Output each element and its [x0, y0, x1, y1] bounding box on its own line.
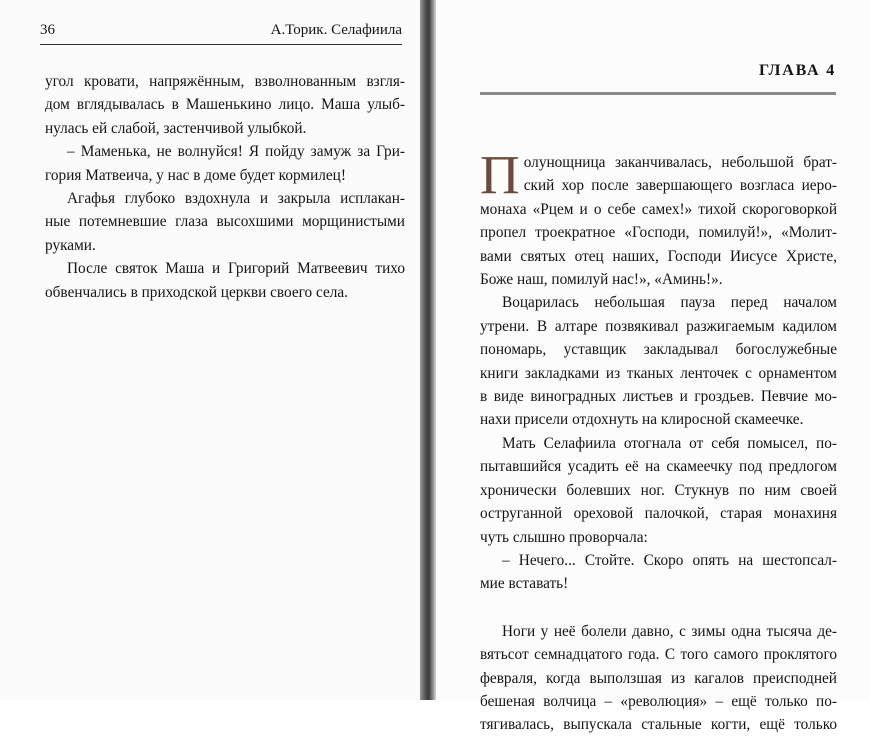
running-title: А.Торик. Селафиила: [270, 22, 402, 38]
text-line: – Маменька, не волнуйся! Я пойду замуж за Гри-: [67, 143, 405, 161]
section-gap: [480, 596, 837, 620]
right-page: [436, 0, 870, 734]
paragraph: [45, 70, 405, 140]
text-line: пономарь, уставщик закладывал богослужебные: [480, 341, 837, 359]
text-line: чуть слышно проворчала:: [480, 528, 648, 546]
text-line: монаха «Рцем и о себе самех!» тихой скороговоркой: [480, 200, 837, 218]
text-line: мие вставать!: [480, 575, 569, 593]
text-line: вами святых отец наших, Господи Иисусе Христе,: [480, 247, 837, 265]
text-line: в виде виноградных листьев и гроздьев. Певчие мо-: [480, 388, 837, 406]
paragraph: [480, 432, 837, 549]
text-line: пытавшийся усадить её на скамеечку под предлогом: [480, 458, 837, 476]
right-body-text: [480, 144, 837, 737]
text-line: Мать Селафиила отогнала от себя помысел, по-: [502, 434, 837, 452]
text-line: олунощница заканчивалась, небольшой брат-: [523, 154, 837, 171]
text-line: февраля, когда выползшая из кагалов преисподней: [480, 669, 837, 687]
left-running-head: [40, 22, 402, 44]
text-line: нулась ей слабой, застенчивой улыбкой.: [45, 119, 307, 137]
text-line: книги закладками из тканых ленточек с орнаментом: [480, 364, 837, 382]
text-line: вятьсот семнадцатого года. С того самого проклятого: [480, 646, 837, 664]
text-line: бешеная волчица – «революция» – ещё только по-: [480, 692, 837, 710]
text-line: Воцарилась небольшая пауза перед началом: [502, 294, 837, 312]
text-line: Боже наш, помилуй нас!», «Аминь!».: [480, 271, 723, 289]
text-line: тягивалась, выпускала стальные когти, ещё только: [480, 716, 837, 734]
text-line: пропел троекратное «Господи, помилуй!», «Молит-: [480, 224, 837, 242]
left-body-text: [45, 70, 405, 304]
paragraph: [480, 291, 837, 431]
chapter-title: ГЛАВА 4: [758, 62, 836, 79]
text-line: хронически болевших ног. Стукнув по ним своей: [480, 481, 837, 499]
text-line: обвенчались в приходской церкви своего села.: [45, 283, 348, 301]
paragraph: [480, 144, 837, 291]
book-gutter: [420, 0, 436, 700]
text-line: Ноги у неё болели давно, с зимы одна тысяча де-: [502, 622, 837, 640]
paragraph: [45, 257, 405, 304]
paragraph: [45, 140, 405, 187]
text-line: руками.: [45, 236, 96, 254]
paragraph: [480, 549, 837, 596]
paragraph: [45, 187, 405, 257]
drop-cap: П: [480, 144, 520, 205]
header-rule: [40, 44, 402, 45]
paragraph: [480, 620, 837, 737]
chapter-rule: [480, 92, 836, 95]
text-line: ные потемневшие глаза высохшими морщинистыми: [45, 213, 405, 231]
page-number: 36: [40, 22, 55, 38]
text-line: дом вглядывалась в Машенькино лицо. Маша улыб-: [45, 96, 405, 114]
text-line: ский хор после завершающего возгласа иеро-: [523, 177, 837, 195]
text-line: После святок Маша и Григорий Матвеевич тихо: [67, 260, 405, 278]
text-line: угол кровати, напряжённым, взволнованным взгля-: [45, 73, 405, 90]
left-page: [0, 0, 420, 700]
text-line: оструганной ореховой палочкой, старая монахиня: [480, 505, 837, 523]
text-line: гория Матвеича, у нас в доме будет кормилец!: [45, 166, 346, 184]
text-line: утрени. В алтаре позвякивал разжигаемым кадилом: [480, 317, 837, 335]
text-line: – Нечего... Стойте. Скоро опять на шестопсал-: [502, 551, 837, 569]
text-line: нахи присели отдохнуть на клиросной скамеечке.: [480, 411, 804, 429]
text-line: Агафья глубоко вздохнула и закрыла исплакан-: [67, 190, 405, 208]
